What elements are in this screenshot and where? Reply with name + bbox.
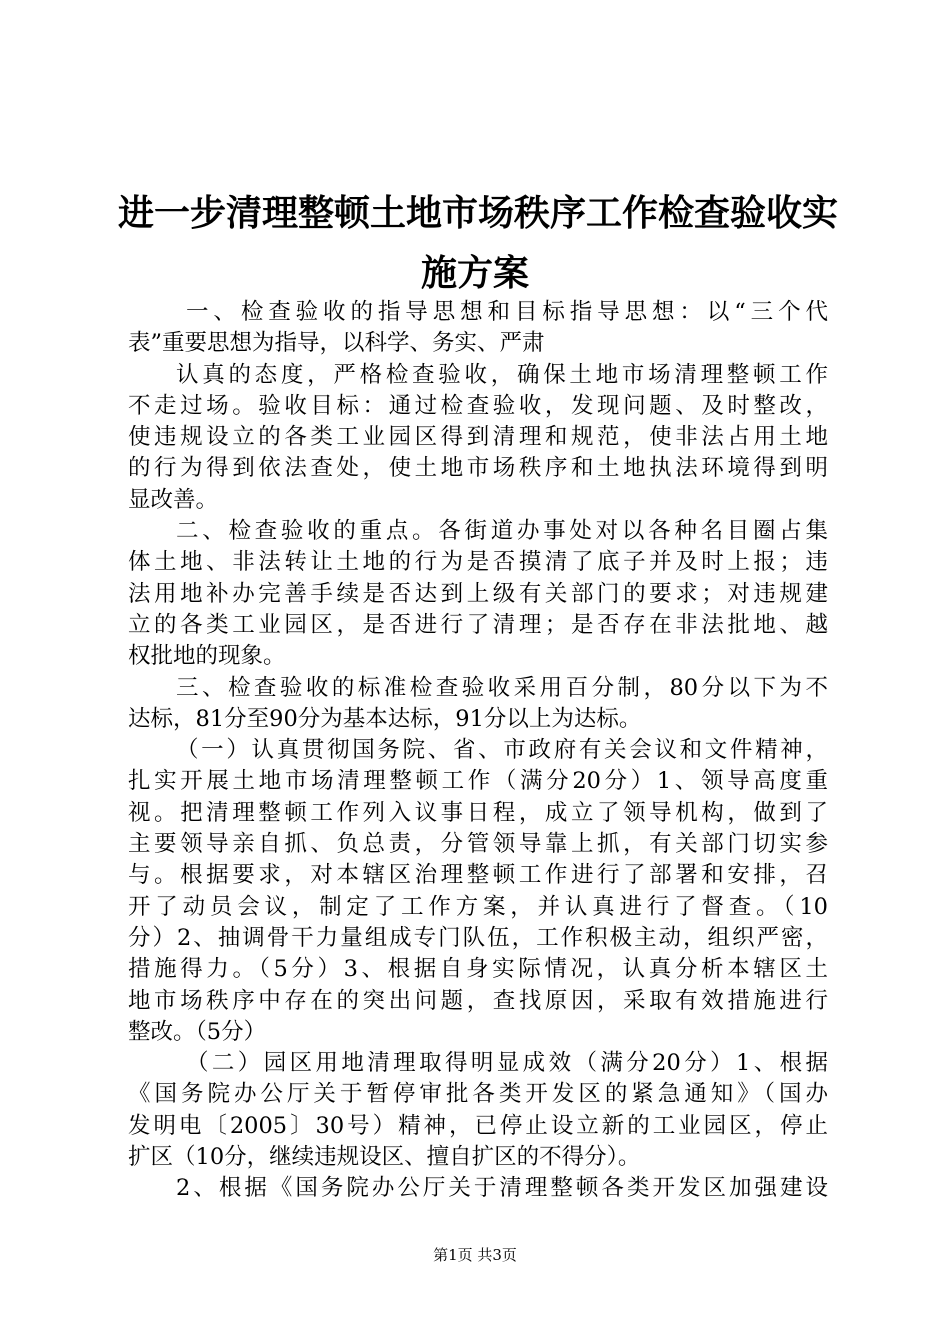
page-number-footer: 第1页 共3页 (433, 1246, 517, 1264)
body-line: 体土地、非法转让土地的行为是否摸清了底子并及时上报；违 (128, 549, 828, 576)
body-line: 《国务院办公厅关于暂停审批各类开发区的紧急通知》（国办 (128, 1081, 828, 1108)
body-line: 整改。（5分） (128, 1018, 267, 1045)
title-line-2: 施方案 (420, 252, 529, 294)
body-line: 主要领导亲自抓、负总责，分管领导靠上抓，有关部门切实参 (128, 831, 828, 858)
body-line: 发明电〔2005〕30号）精神，已停止设立新的工业园区，停止 (128, 1112, 828, 1139)
body-line: 视。把清理整顿工作列入议事日程，成立了领导机构，做到了 (128, 799, 828, 826)
document-body (128, 297, 828, 1205)
body-line: （一）认真贯彻国务院、省、市政府有关会议和文件精神， (176, 737, 828, 764)
title-line-1: 进一步清理整顿土地市场秩序工作检查验收实 (118, 192, 839, 234)
body-line: 使违规设立的各类工业园区得到清理和规范，使非法占用土地 (128, 424, 828, 451)
document-title (118, 183, 839, 303)
body-line: 认真的态度，严格检查验收，确保土地市场清理整顿工作 (176, 361, 828, 388)
body-line: 措施得力。（5分）3、根据自身实际情况，认真分析本辖区土 (128, 956, 828, 983)
body-line: 与。根据要求，对本辖区治理整顿工作进行了部署和安排，召 (128, 862, 828, 889)
body-line: 扩区（10分，继续违规设区、擅自扩区的不得分）。 (128, 1144, 641, 1171)
body-line: 达标，81分至90分为基本达标，91分以上为达标。 (128, 705, 642, 732)
body-line: 分）2、抽调骨干力量组成专门队伍，工作积极主动，组织严密， (128, 924, 828, 951)
body-line: 权批地的现象。 (128, 643, 286, 670)
body-line: 三、检查验收的标准检查验收采用百分制，80分以下为不 (176, 674, 828, 701)
body-line: 法用地补办完善手续是否达到上级有关部门的要求；对违规建 (128, 580, 828, 607)
body-line: 扎实开展土地市场清理整顿工作（满分20分）1、领导高度重 (128, 768, 828, 795)
body-line: 不走过场。验收目标：通过检查验收，发现问题、及时整改， (128, 392, 828, 419)
body-line: （二）园区用地清理取得明显成效（满分20分）1、根据 (186, 1050, 828, 1077)
body-line: 2、根据《国务院办公厅关于清理整顿各类开发区加强建设 (176, 1175, 828, 1202)
body-line: 二、检查验收的重点。各街道办事处对以各种名目圈占集 (176, 518, 828, 545)
body-line: 立的各类工业园区，是否进行了清理；是否存在非法批地、越 (128, 611, 828, 638)
body-line: 地市场秩序中存在的突出问题，查找原因，采取有效措施进行 (128, 987, 828, 1014)
body-line: 一、检查验收的指导思想和目标指导思想：以“三个代 (186, 299, 828, 325)
body-line: 表”重要思想为指导，以科学、务实、严肃 (128, 330, 545, 357)
body-line: 的行为得到依法查处，使土地市场秩序和土地执法环境得到明 (128, 455, 828, 482)
body-line: 显改善。 (128, 486, 219, 513)
body-line: 开了动员会议，制定了工作方案，并认真进行了督查。（10 (128, 893, 828, 920)
